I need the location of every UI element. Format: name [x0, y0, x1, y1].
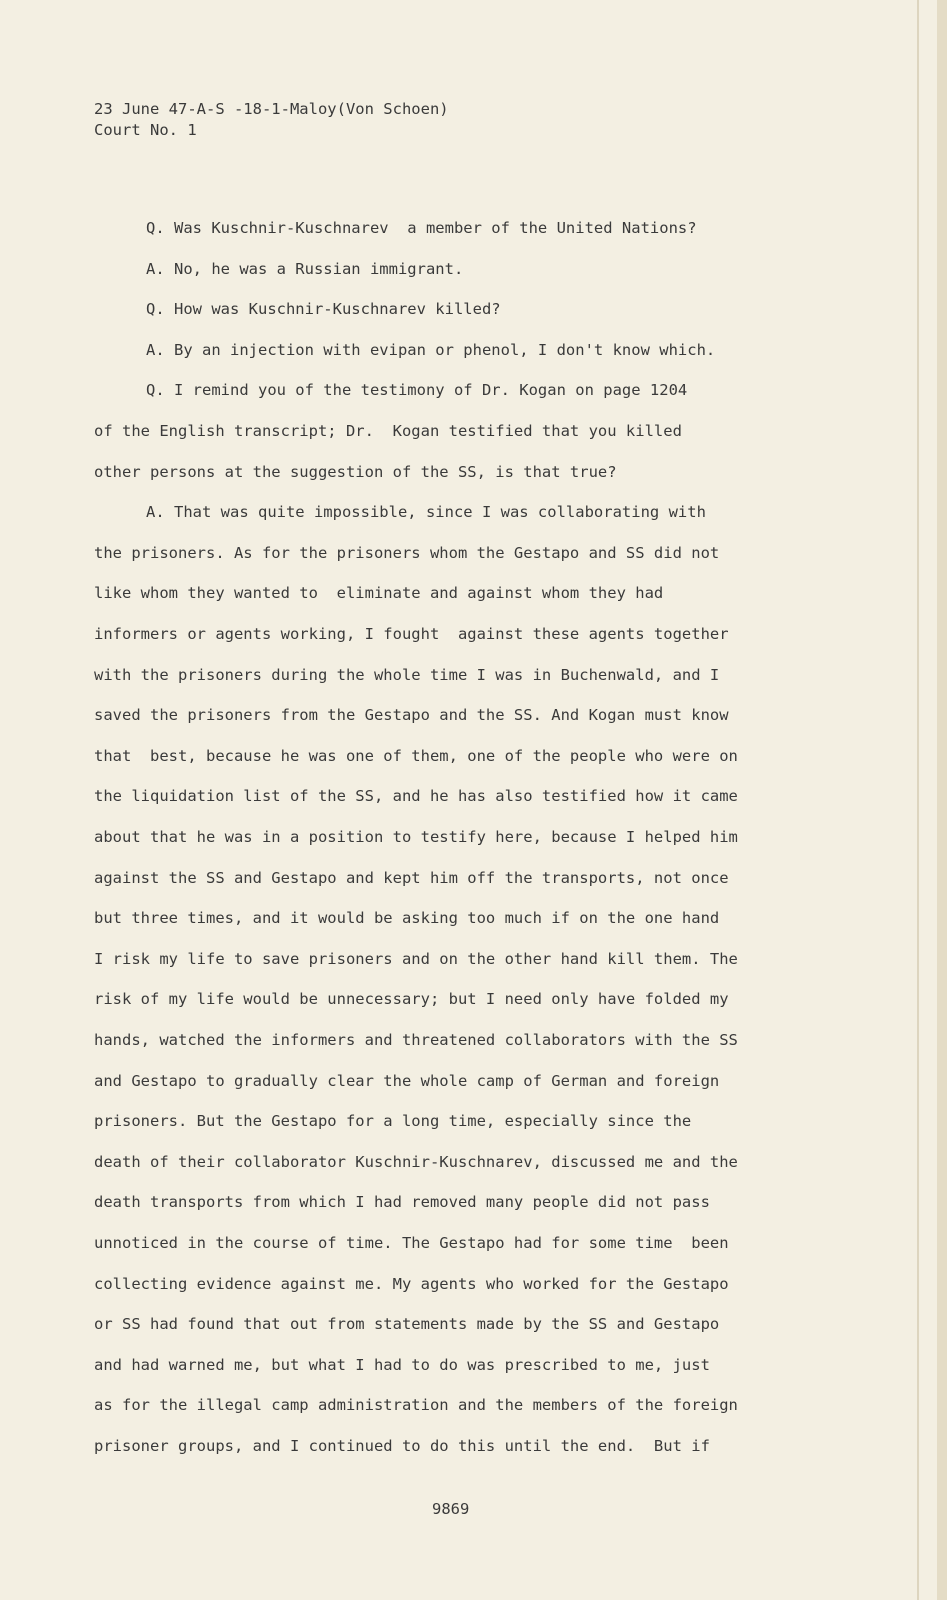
page-number: 9869 [432, 1500, 470, 1518]
transcript-line: other persons at the suggestion of the SS, is that true? [94, 462, 617, 481]
transcript-line: like whom they wanted to eliminate and against whom they had [94, 584, 664, 603]
transcript-line: prisoner groups, and I continued to do this until the end. But if [94, 1437, 710, 1455]
header-court-line: Court No. 1 [94, 121, 197, 139]
transcript-line: A. No, he was a Russian immigrant. [146, 259, 464, 278]
transcript-line: I risk my life to save prisoners and on the other hand kill them. The [94, 949, 738, 968]
transcript-line: of the English transcript; Dr. Kogan testified that you killed [94, 422, 682, 440]
transcript-line: that best, because he was one of them, one of the people who were on [94, 746, 738, 765]
transcript-line: as for the illegal camp administration and the members of the foreign [94, 1396, 738, 1415]
transcript-line: the liquidation list of the SS, and he has also testified how it came [94, 787, 738, 806]
transcript-line: risk of my life would be unnecessary; but I need only have folded my [94, 990, 729, 1009]
transcript-line: with the prisoners during the whole time I was in Buchenwald, and I [94, 665, 720, 684]
transcript-line: hands, watched the informers and threatened collaborators with the SS [94, 1031, 738, 1049]
transcript-line: saved the prisoners from the Gestapo and the SS. And Kogan must know [94, 706, 729, 725]
transcript-line: A. By an injection with evipan or phenol, I don't know which. [146, 340, 716, 359]
transcript-line: prisoners. But the Gestapo for a long time, especially since the [94, 1112, 692, 1131]
transcript-line: death of their collaborator Kuschnir-Kuschnarev, discussed me and the [94, 1152, 738, 1171]
transcript-line: about that he was in a position to testify here, because I helped him [94, 828, 738, 846]
transcript-line: collecting evidence against me. My agents who worked for the Gestapo [94, 1274, 729, 1293]
transcript-line: or SS had found that out from statements made by the SS and Gestapo [94, 1315, 720, 1334]
header-date-line: 23 June 47-A-S -18-1-Maloy(Von Schoen) [94, 100, 449, 118]
transcript-line: Q. How was Kuschnir-Kuschnarev killed? [146, 300, 501, 319]
transcript-line: against the SS and Gestapo and kept him off the transports, not once [94, 868, 729, 887]
transcript-line: Q. I remind you of the testimony of Dr. Kogan on page 1204 [146, 381, 688, 400]
transcript-line: informers or agents working, I fought against these agents together [94, 625, 729, 643]
transcript-line: unnoticed in the course of time. The Gestapo had for some time been [94, 1234, 729, 1252]
transcript-line: and Gestapo to gradually clear the whole camp of German and foreign [94, 1071, 720, 1090]
transcript-line: death transports from which I had removed many people did not pass [94, 1193, 710, 1212]
transcript-line: but three times, and it would be asking too much if on the one hand [94, 909, 720, 928]
transcript-line: the prisoners. As for the prisoners whom the Gestapo and SS did not [94, 543, 720, 562]
transcript-line: A. That was quite impossible, since I was collaborating with [146, 503, 706, 522]
transcript-line: and had warned me, but what I had to do was prescribed to me, just [94, 1355, 710, 1374]
transcript-line: Q. Was Kuschnir-Kuschnarev a member of the United Nations? [146, 219, 697, 237]
